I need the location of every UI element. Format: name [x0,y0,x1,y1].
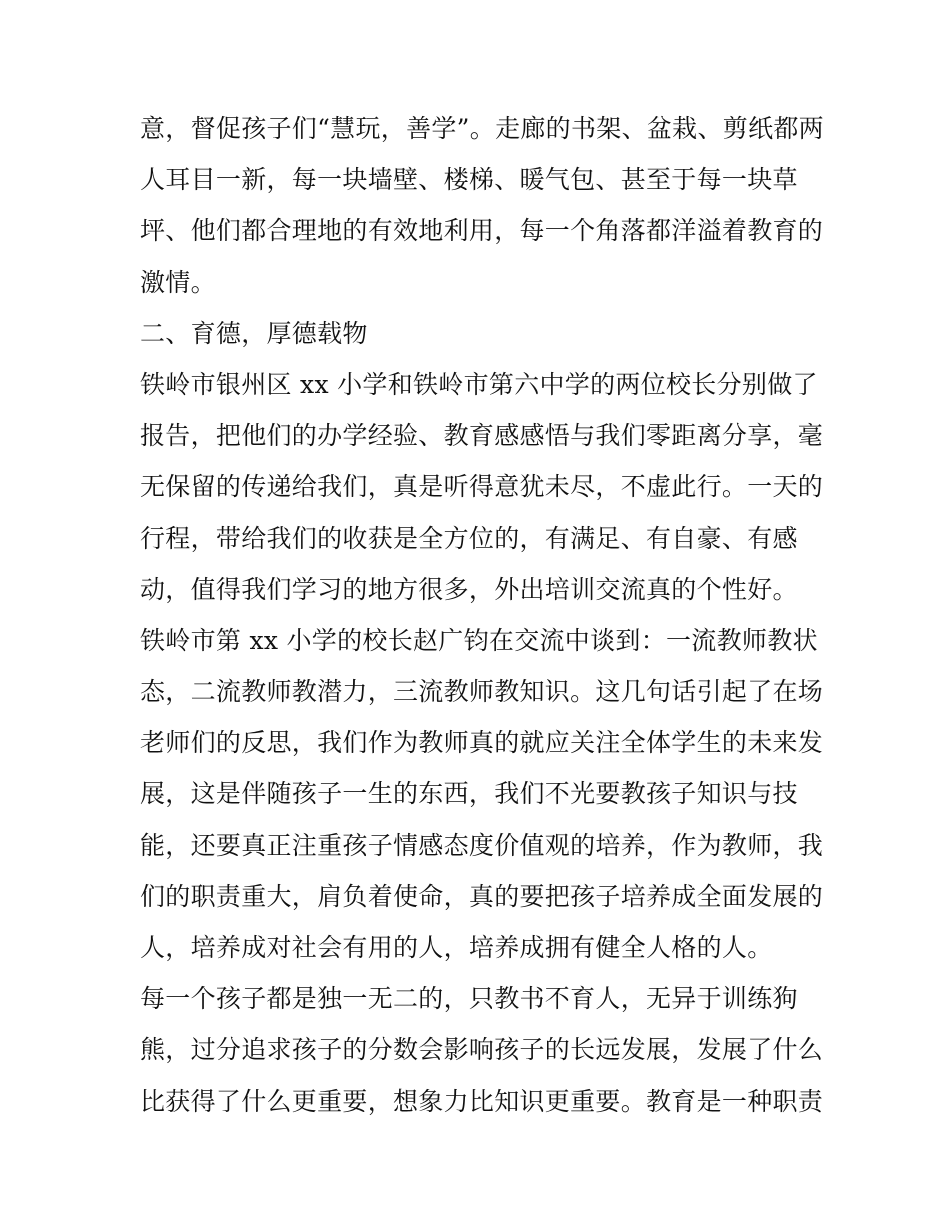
text-line: 动，值得我们学习的地方很多，外出培训交流真的个性好。 [140,574,798,604]
text-line: 展，这是伴随孩子一生的东西，我们不光要教孩子知识与技 [140,779,798,809]
text-line: 坪、他们都合理地的有效地利用，每一个角落都洋溢着教育的 [140,216,824,246]
text-line: 行程，带给我们的收获是全方位的，有满足、有自豪、有感 [140,523,798,553]
document-body [140,103,824,1127]
text-line: 无保留的传递给我们，真是听得意犹未尽，不虚此行。一天的 [140,472,824,502]
text-line: 态，二流教师教潜力，三流教师教知识。这几句话引起了在场 [140,677,824,707]
text-line: 激情。 [140,267,216,297]
text-line: 每一个孩子都是独一无二的，只教书不育人，无异于训练狗 [140,984,798,1014]
text-line: 人，培养成对社会有用的人，培养成拥有健全人格的人。 [140,933,773,962]
text-line: 们的职责重大，肩负着使命，真的要把孩子培养成全面发展的 [140,881,824,911]
section-heading: 二、育德，厚德载物 [140,318,368,348]
text-line: 意，督促孩子们“慧玩，善学”。走廊的书架、盆栽、剪纸都两 [140,114,824,143]
text-line: 铁岭市银州区 xx 小学和铁岭市第六中学的两位校长分别做了 [140,369,818,399]
text-line: 老师们的反思，我们作为教师真的就应关注全体学生的未来发 [140,728,824,758]
text-line: 能，还要真正注重孩子情感态度价值观的培养，作为教师，我 [140,830,824,860]
text-line: 熊，过分追求孩子的分数会影响孩子的长远发展，发展了什么 [140,1035,824,1065]
text-line: 人耳目一新，每一块墙壁、楼梯、暖气包、甚至于每一块草 [140,165,798,195]
text-line: 比获得了什么更重要，想象力比知识更重要。教育是一种职责 [140,1086,824,1116]
text-line: 报告，把他们的办学经验、教育感感悟与我们零距离分享，毫 [140,421,824,451]
text-line: 铁岭市第 xx 小学的校长赵广钧在交流中谈到：一流教师教状 [140,625,818,655]
